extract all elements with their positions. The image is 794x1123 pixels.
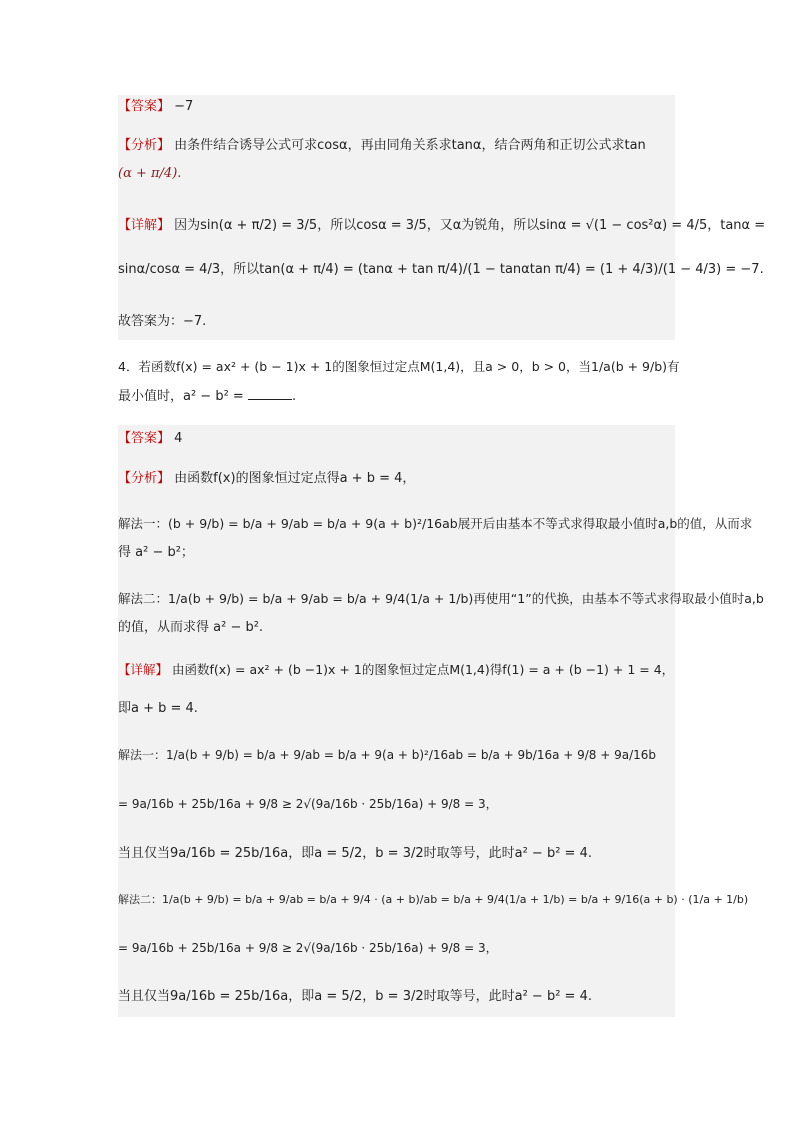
method-1-line-a: 解法一：(b + 9/b) = b/a + 9/ab = b/a + 9(a + b)²/16ab展开后由基本不等式求得取最小值时a,b的值，从而求 — [118, 516, 753, 531]
detail-text: 因为sin(α + π/2) = 3/5，所以cosα = 3/5，又α为锐角，所以sinα = √(1 − cos²α) = 4/5，tanα = — [174, 218, 766, 233]
detail-row-2 — [118, 661, 674, 679]
analysis-row-2 — [118, 470, 415, 488]
answer-blank — [248, 387, 292, 400]
question-4-end: . — [291, 389, 297, 404]
analysis-text: 由条件结合诱导公式可求cosα，再由同角关系求tanα，结合两角和正切公式求tan — [174, 138, 646, 153]
answer-row-1 — [118, 98, 193, 116]
analysis-tag: 【分析】 — [118, 138, 171, 153]
question-4-line1: 4．若函数f(x) = ax² + (b − 1)x + 1的图象恒过定点M(1,4)，且a > 0，b > 0，当1/a(b + 9/b)有 — [118, 359, 680, 374]
analysis-row-1-continued: (α + π/4). — [118, 166, 182, 181]
detail-tag: 【详解】 — [118, 218, 171, 233]
solution-2-line3: 当且仅当9a/16b = 25b/16a，即a = 5/2，b = 3/2时取等号，此时a² − b² = 4. — [118, 989, 592, 1004]
solution-1-line2: = 9a/16b + 25b/16a + 9/8 ≥ 2√(9a/16b · 25b/16a) + 9/8 = 3， — [118, 797, 498, 811]
solution-1-line1: 解法一：1/a(b + 9/b) = b/a + 9/ab = b/a + 9(a + b)²/16ab = b/a + 9b/16a + 9/8 + 9a/16b — [118, 748, 657, 762]
question-4-line2 — [118, 387, 296, 406]
detail-row-2b: 即a + b = 4. — [118, 701, 198, 716]
solution-2-line2: = 9a/16b + 25b/16a + 9/8 ≥ 2√(9a/16b · 25b/16a) + 9/8 = 3， — [118, 941, 498, 955]
solution-2-line1: 解法二：1/a(b + 9/b) = b/a + 9/ab = b/a + 9/4 · (a + b)/ab = b/a + 9/4(1/a + 1/b) = b/a + 9/16(a + b) · (1/a + 1/b) — [118, 893, 749, 906]
detail-tag: 【详解】 — [118, 662, 169, 677]
method-2-line-a: 解法二：1/a(b + 9/b) = b/a + 9/ab = b/a + 9/4(1/a + 1/b)再使用“1”的代换，由基本不等式求得取最小值时a,b — [118, 591, 764, 606]
analysis-tag: 【分析】 — [118, 471, 171, 486]
solution-1-line3: 当且仅当9a/16b = 25b/16a，即a = 5/2，b = 3/2时取等号，此时a² − b² = 4. — [118, 846, 592, 861]
method-1-line-b: 得 a² − b²； — [118, 545, 194, 560]
detail-text: 由函数f(x) = ax² + (b −1)x + 1的图象恒过定点M(1,4)得f(1) = a + (b −1) + 1 = 4， — [172, 662, 675, 677]
answer-value: 4 — [174, 431, 183, 446]
analysis-text: 由函数f(x)的图象恒过定点得a + b = 4， — [174, 471, 416, 486]
answer-value: −7 — [174, 99, 194, 114]
analysis-row-1 — [118, 137, 646, 155]
answer-tag: 【答案】 — [118, 99, 171, 114]
conclusion-1: 故答案为：−7. — [118, 314, 207, 329]
answer-row-2 — [118, 430, 182, 448]
answer-tag: 【答案】 — [118, 431, 171, 446]
detail-row-1b: sinα/cosα = 4/3，所以tan(α + π/4) = (tanα + tan π/4)/(1 − tanαtan π/4) = (1 + 4/3)/(1 − 4/3) = −7. — [118, 262, 764, 277]
answer-panel-2 — [118, 425, 675, 1017]
question-4-text: 最小值时，a² − b² = — [118, 389, 244, 404]
detail-row-1 — [118, 217, 765, 235]
method-2-line-b: 的值，从而求得 a² − b². — [118, 620, 264, 635]
